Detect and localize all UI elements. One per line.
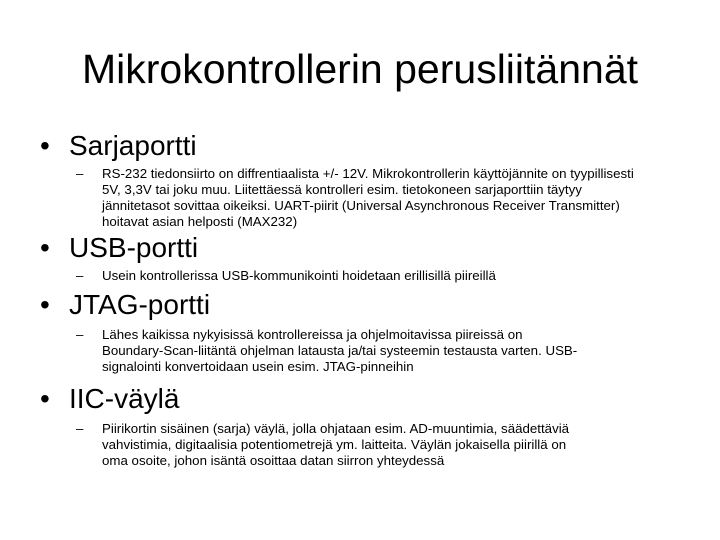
bullet-usb-portti [40, 231, 198, 265]
text-line: oma osoite, johon isäntä osoittaa datan siirron yhteydessä [102, 453, 445, 468]
text-line: 5V, 3,3V tai joku muu. Liitettäessä kontrolleri esim. tietokoneen sarjaporttiin täytyy [102, 182, 582, 197]
dash-glyph: – [76, 268, 84, 283]
sub-item-text [102, 268, 682, 284]
bullet-heading: JTAG-portti [69, 289, 211, 320]
bullet-glyph: • [40, 232, 50, 263]
bullet-jtag-portti [40, 288, 210, 322]
text-line: Piirikortin sisäinen (sarja) väylä, jolla ohjataan esim. AD-muuntimia, säädettäviä [102, 421, 570, 436]
text-line: vahvistimia, digitaalisia potentiometrejä ym. laitteita. Väylän jokaisella piirillä on [102, 437, 567, 452]
sub-item-text [102, 166, 682, 230]
text-line: Boundary-Scan-liitäntä ohjelman latausta ja/tai systeemin testausta varten. USB- [102, 343, 578, 358]
dash-glyph: – [76, 166, 84, 181]
bullet-heading: IIC-väylä [69, 383, 180, 414]
sub-item-text [102, 327, 682, 375]
text-line: signalointi konvertoidaan usein esim. JTAG-pinneihin [102, 359, 414, 374]
slide-title: Mikrokontrollerin perusliitännät [81, 46, 639, 92]
dash-glyph: – [76, 327, 84, 342]
bullet-glyph: • [40, 383, 50, 414]
bullet-glyph: • [40, 130, 50, 161]
sub-item-text [102, 421, 682, 469]
text-line: Usein kontrollerissa USB-kommunikointi hoidetaan erillisillä piireillä [102, 268, 496, 283]
text-line: jännitetasot sovittaa oikeiksi. UART-piirit (Universal Asynchronous Receiver Transmitter) [102, 198, 620, 213]
text-line: hoitavat asian helposti (MAX232) [102, 214, 298, 229]
bullet-glyph: • [40, 289, 50, 320]
text-line: Lähes kaikissa nykyisissä kontrollereissa ja ohjelmoitavissa piireissä on [102, 327, 523, 342]
dash-glyph: – [76, 421, 84, 436]
bullet-iic-vayla [40, 382, 179, 416]
bullet-heading: USB-portti [69, 232, 199, 263]
bullet-heading: Sarjaportti [69, 130, 197, 161]
bullet-sarjaportti [40, 129, 197, 163]
text-line: RS-232 tiedonsiirto on diffrentiaalista +/- 12V. Mikrokontrollerin käyttöjännite on tyypillisesti [102, 166, 634, 181]
